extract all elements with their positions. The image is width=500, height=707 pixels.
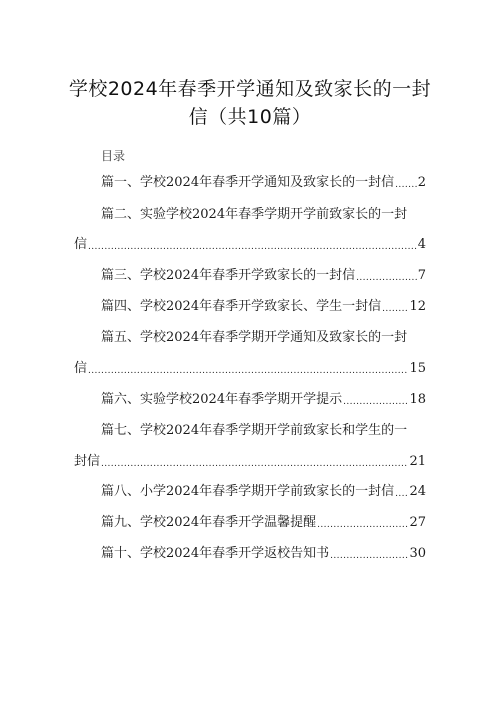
toc-page-number: 21 bbox=[409, 454, 426, 469]
toc-leader-dots bbox=[343, 396, 408, 408]
toc-page-number: 24 bbox=[409, 484, 426, 499]
toc-heading: 目录 bbox=[101, 149, 126, 163]
toc-entry-8[interactable] bbox=[101, 484, 426, 500]
toc-leader-dots bbox=[330, 550, 408, 562]
toc-page-number: 27 bbox=[409, 515, 426, 530]
toc-page-number: 18 bbox=[409, 392, 426, 407]
toc-leader-dots bbox=[395, 179, 417, 191]
toc-leader-dots bbox=[395, 488, 408, 500]
toc-entry-title: 篇三、学校2024年春季开学致家长的一封信 bbox=[101, 268, 356, 283]
toc-entry-2[interactable] bbox=[101, 207, 426, 223]
toc-entry-title-continued: 封信 bbox=[74, 454, 101, 469]
document-title-line-2: 信（共10篇） bbox=[188, 106, 312, 128]
toc-entry-title: 篇一、学校2024年春季开学通知及致家长的一封信 bbox=[101, 175, 395, 190]
toc-entry-10[interactable] bbox=[101, 546, 426, 562]
toc-page-number: 4 bbox=[417, 237, 426, 252]
toc-entry-7-continued[interactable] bbox=[74, 454, 426, 470]
toc-entry-2-continued[interactable] bbox=[74, 237, 426, 253]
toc-entry-title-continued: 信 bbox=[74, 237, 88, 252]
toc-entry-title-continued: 信 bbox=[74, 361, 88, 376]
toc-entry-9[interactable] bbox=[101, 515, 426, 531]
toc-entry-title: 篇五、学校2024年春季学期开学通知及致家长的一封 bbox=[101, 330, 408, 345]
toc-leader-dots bbox=[88, 241, 417, 253]
document-title-line-1: 学校2024年春季开学通知及致家长的一封 bbox=[68, 78, 432, 100]
toc-entry-4[interactable] bbox=[101, 299, 426, 315]
toc-entry-6[interactable] bbox=[101, 392, 426, 408]
toc-leader-dots bbox=[88, 365, 408, 377]
toc-entry-title: 篇八、小学2024年春季学期开学前致家长的一封信 bbox=[101, 484, 395, 499]
toc-page-number: 12 bbox=[409, 299, 426, 314]
toc-leader-dots bbox=[317, 519, 408, 531]
toc-page-number: 15 bbox=[409, 361, 426, 376]
toc-entry-title: 篇十、学校2024年春季开学返校告知书 bbox=[101, 546, 330, 561]
toc-leader-dots bbox=[356, 272, 417, 284]
toc-entry-3[interactable] bbox=[101, 268, 426, 284]
toc-entry-5-continued[interactable] bbox=[74, 361, 426, 377]
toc-entry-title: 篇二、实验学校2024年春季学期开学前致家长的一封 bbox=[101, 207, 408, 222]
toc-page-number: 30 bbox=[409, 546, 426, 561]
toc-entry-title: 篇七、学校2024年春季学期开学前致家长和学生的一 bbox=[101, 423, 408, 438]
toc-entry-title: 篇九、学校2024年春季开学温馨提醒 bbox=[101, 515, 317, 530]
toc-entry-title: 篇六、实验学校2024年春季学期开学提示 bbox=[101, 392, 343, 407]
toc-leader-dots bbox=[382, 303, 408, 315]
toc-entry-title: 篇四、学校2024年春季开学致家长、学生一封信 bbox=[101, 299, 382, 314]
toc-leader-dots bbox=[101, 458, 408, 470]
toc-page-number: 2 bbox=[417, 175, 426, 190]
toc-entry-1[interactable] bbox=[101, 175, 426, 191]
toc-entry-7[interactable] bbox=[101, 423, 426, 439]
toc-entry-5[interactable] bbox=[101, 330, 426, 346]
toc-page-number: 7 bbox=[417, 268, 426, 283]
